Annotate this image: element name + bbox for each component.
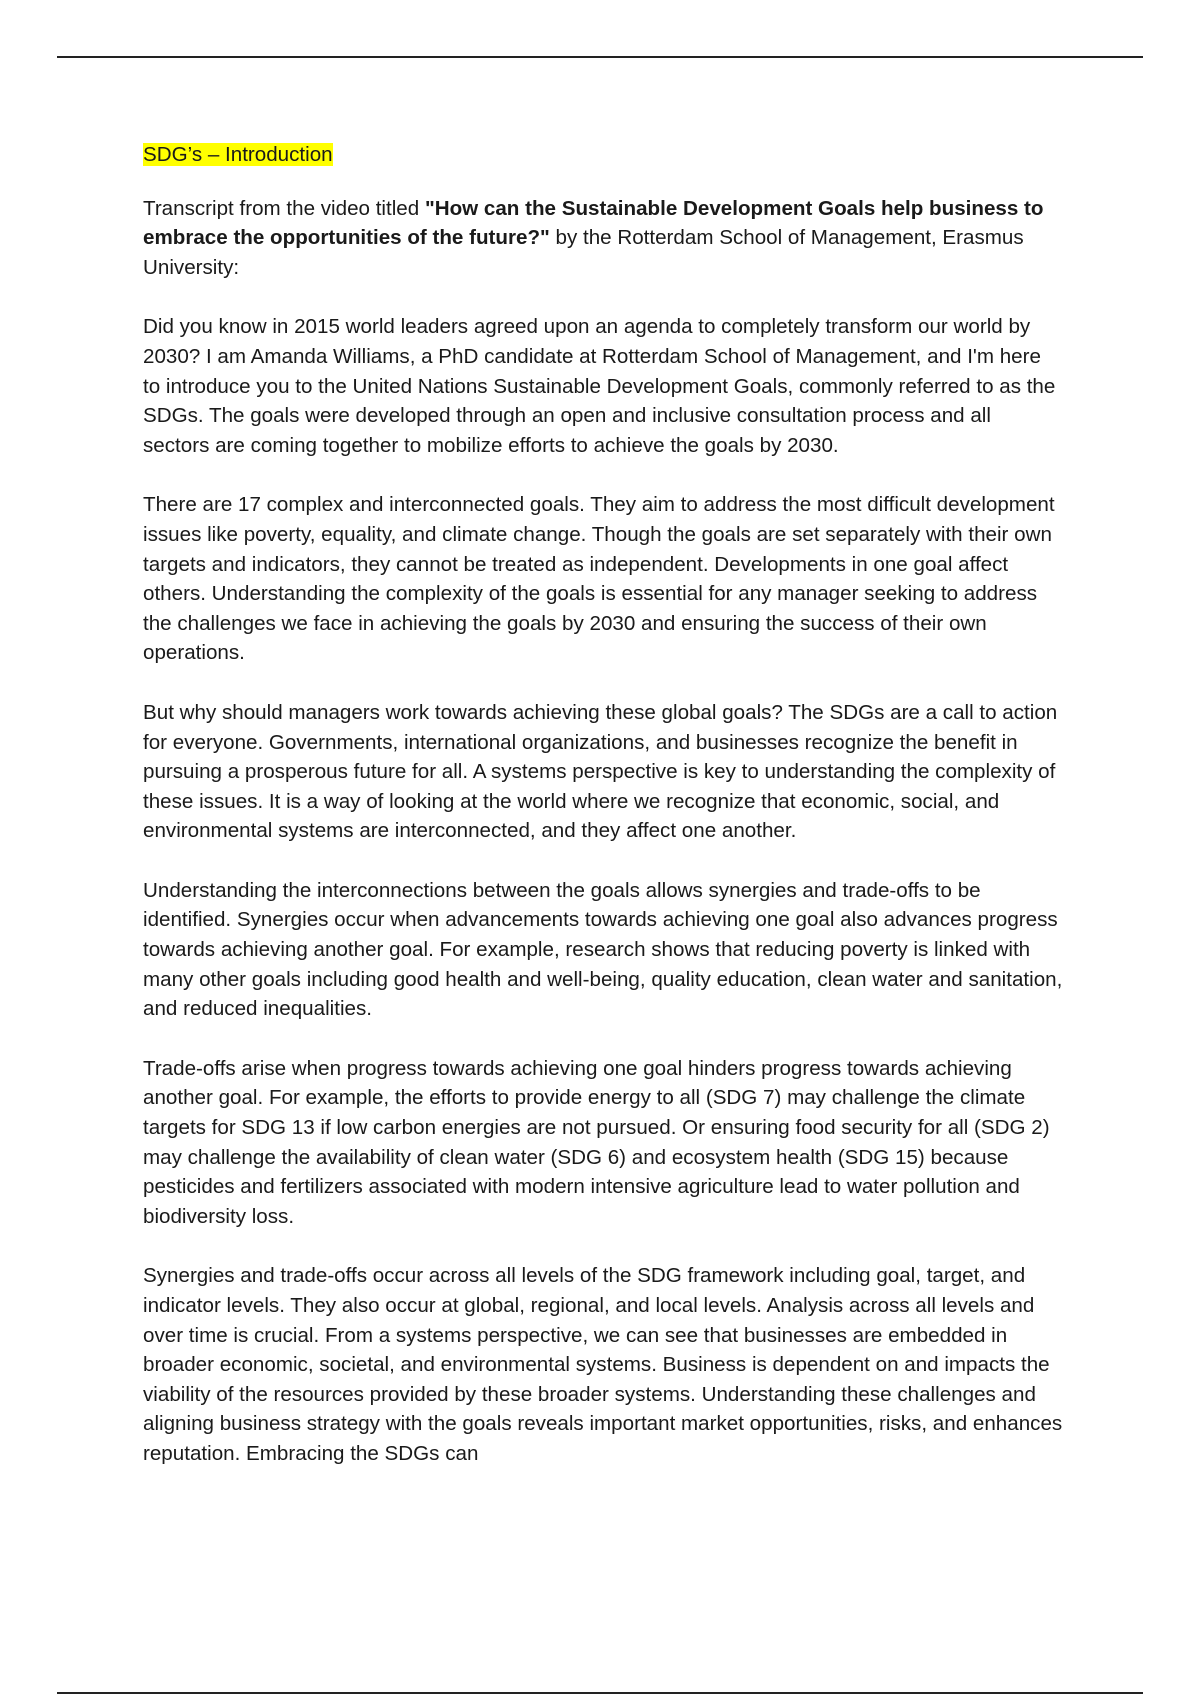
document-body <box>143 140 1063 1499</box>
paragraph-managers: But why should managers work towards achieving these global goals? The SDGs are a call to action for everyone. Governments, international organizations, and businesses recognize the benefit in pursuing a prosperous future for all. A systems perspective is key to understanding the complexity of these issues. It is a way of looking at the world where we recognize that economic, social, and environmental systems are interconnected, and they affect one another. <box>143 700 1058 843</box>
bottom-rule <box>57 1692 1143 1694</box>
top-rule <box>57 56 1143 58</box>
paragraph-levels: Synergies and trade-offs occur across all levels of the SDG framework including goal, target, and indicator levels. They also occur at global, regional, and local levels. Analysis across all levels and over time is crucial. From a systems perspective, we can see that businesses are embedded in broader economic, societal, and environmental systems. Business is dependent on and impacts the viability of the resources provided by these broader systems. Understanding these challenges and aligning business strategy with the goals reveals important market opportunities, risks, and enhances reputation. Embracing the SDGs can <box>143 1264 1063 1465</box>
paragraph-goals: There are 17 complex and interconnected goals. They aim to address the most difficult development issues like poverty, equality, and climate change. Though the goals are set separately with their own targets and indicators, they cannot be treated as independent. Developments in one goal affect others. Understanding the complexity of the goals is essential for any manager seeking to address the challenges we face in achieving the goals by 2030 and ensuring the success of their own operations. <box>143 493 1055 665</box>
paragraph-trade-offs: Trade-offs arise when progress towards achieving one goal hinders progress towards achieving another goal. For example, the efforts to provide energy to all (SDG 7) may challenge the climate targets for SDG 13 if low carbon energies are not pursued. Or ensuring food security for all (SDG 2) may challenge the availability of clean water (SDG 6) and ecosystem health (SDG 15) because pesticides and fertilizers associated with modern intensive agriculture lead to water pollution and biodiversity loss. <box>143 1056 1050 1228</box>
intro-paragraph <box>143 194 1063 283</box>
paragraph-agenda: Did you know in 2015 world leaders agreed upon an agenda to completely transform our world by 2030? I am Amanda Williams, a PhD candidate at Rotterdam School of Management, and I'm here to introduce you to the United Nations Sustainable Development Goals, commonly referred to as the SDGs. The goals were developed through an open and inclusive consultation process and all sectors are coming together to mobilize efforts to achieve the goals by 2030. <box>143 315 1056 457</box>
section-heading <box>143 140 1063 170</box>
intro-suffix: by the Rotterdam School of Management, Erasmus University: <box>143 226 1024 279</box>
intro-prefix: Transcript from the video titled <box>143 196 425 220</box>
paragraph-synergies: Understanding the interconnections between the goals allows synergies and trade-offs to be identified. Synergies occur when advancements towards achieving one goal also advances progress towards achieving another goal. For example, research shows that reducing poverty is linked with many other goals including good health and well-being, quality education, clean water and sanitation, and reduced inequalities. <box>143 878 1063 1021</box>
heading-highlight: SDG’s – Introduction <box>143 143 333 166</box>
video-title: "How can the Sustainable Development Goals help business to embrace the opportunities of the future?" <box>143 196 1044 250</box>
